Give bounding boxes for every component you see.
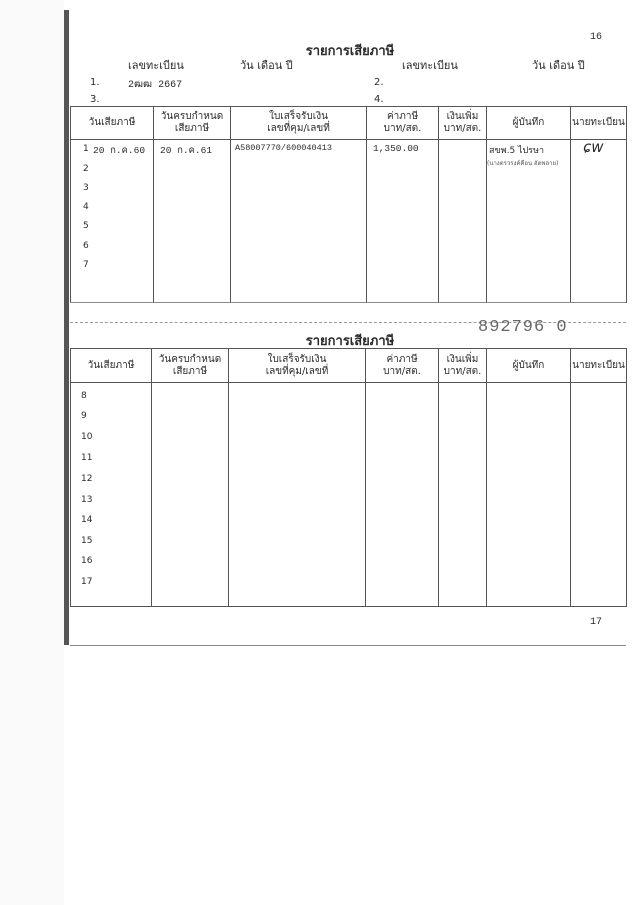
entry-recorder: สขพ.5 ไปรษา [489, 146, 545, 156]
row-number: 4 [83, 202, 89, 212]
row-number: 17 [81, 577, 93, 587]
reg-row-no: 1. [90, 77, 100, 88]
row-number: 1 [83, 144, 89, 154]
row-number: 10 [81, 432, 93, 442]
reg-label-left: เลขทะเบียน [128, 59, 184, 72]
col-header-due-date: วันครบกำหนด เสียภาษี [152, 349, 229, 383]
col-surcharge [439, 140, 487, 303]
col-paid-date [71, 140, 154, 303]
section1-title: รายการเสียภาษี [305, 44, 395, 59]
col-paid-date [71, 383, 152, 607]
divider [70, 302, 626, 303]
reg-row-no-right: 2. [374, 77, 384, 88]
row-number: 11 [81, 453, 93, 463]
col-header-surcharge: เงินเพิ่ม บาท/สต. [439, 349, 487, 383]
col-surcharge [439, 383, 487, 607]
date-label-right: วัน เดือน ปี [532, 59, 585, 72]
page-number-top: 16 [589, 32, 602, 43]
col-header-receipt: ใบเสร็จรับเงิน เลขที่คุม/เลขที่ [231, 107, 367, 140]
scan-edge-line [64, 10, 69, 645]
col-registrar [571, 383, 627, 607]
entry-tax: 1,350.00 [373, 143, 419, 154]
row-number: 9 [81, 411, 87, 421]
reg-label-right: เลขทะเบียน [402, 59, 458, 72]
col-header-surcharge: เงินเพิ่ม บาท/สต. [439, 107, 487, 140]
section2-title: รายการเสียภาษี [305, 334, 395, 349]
col-recorder [487, 140, 571, 303]
row-number: 14 [81, 515, 93, 525]
row-number: 2 [83, 164, 89, 174]
col-recorder [487, 383, 571, 607]
col-header-registrar: นายทะเบียน [571, 107, 627, 140]
entry-receipt: A58007770/600040413 [235, 143, 332, 153]
row-number: 3 [83, 183, 89, 193]
col-header-receipt: ใบเสร็จรับเงิน เลขที่คุม/เลขที่ [229, 349, 366, 383]
col-header-due-date: วันครบกำหนด เสียภาษี [154, 107, 231, 140]
row-number: 12 [81, 474, 93, 484]
divider [70, 645, 626, 646]
col-tax [367, 140, 439, 303]
row-number: 16 [81, 556, 93, 566]
entry-recorder-sub: (นางตรวรงค์คือน อัตพลาย) [487, 160, 559, 167]
col-receipt [231, 140, 367, 303]
row-number: 5 [83, 221, 89, 231]
reg-row-no-right: 4. [374, 94, 384, 105]
col-registrar [571, 140, 627, 303]
col-header-tax: ค่าภาษี บาท/สต. [367, 107, 439, 140]
row-number: 13 [81, 495, 93, 505]
col-tax [366, 383, 439, 607]
col-header-paid-date: วันเสียภาษี [71, 107, 154, 140]
tax-table-1 [70, 106, 627, 303]
row-number: 6 [83, 241, 89, 251]
scan-margin [0, 0, 64, 905]
date-label-left: วัน เดือน ปี [240, 59, 293, 72]
col-receipt [229, 383, 366, 607]
reg-row-value: 2ฒฒ 2667 [128, 80, 183, 91]
col-header-registrar: นายทะเบียน [571, 349, 627, 383]
tax-table-2 [70, 348, 627, 607]
page-number-bottom: 17 [589, 617, 602, 628]
col-header-paid-date: วันเสียภาษี [71, 349, 152, 383]
col-due-date [152, 383, 229, 607]
col-header-recorder: ผู้บันทึก [487, 349, 571, 383]
entry-due-date: 20 ก.ค.61 [160, 145, 213, 156]
serial-number: 892796 0 [478, 318, 568, 337]
registrar-signature: ɕw [583, 138, 604, 156]
row-number: 8 [81, 391, 87, 401]
col-due-date [154, 140, 231, 303]
entry-paid-date: 20 ก.ค.60 [93, 145, 146, 156]
col-header-tax: ค่าภาษี บาท/สต. [366, 349, 439, 383]
row-number: 15 [81, 536, 93, 546]
row-number: 7 [83, 260, 89, 270]
reg-row-no: 3. [90, 94, 100, 105]
col-header-recorder: ผู้บันทึก [487, 107, 571, 140]
